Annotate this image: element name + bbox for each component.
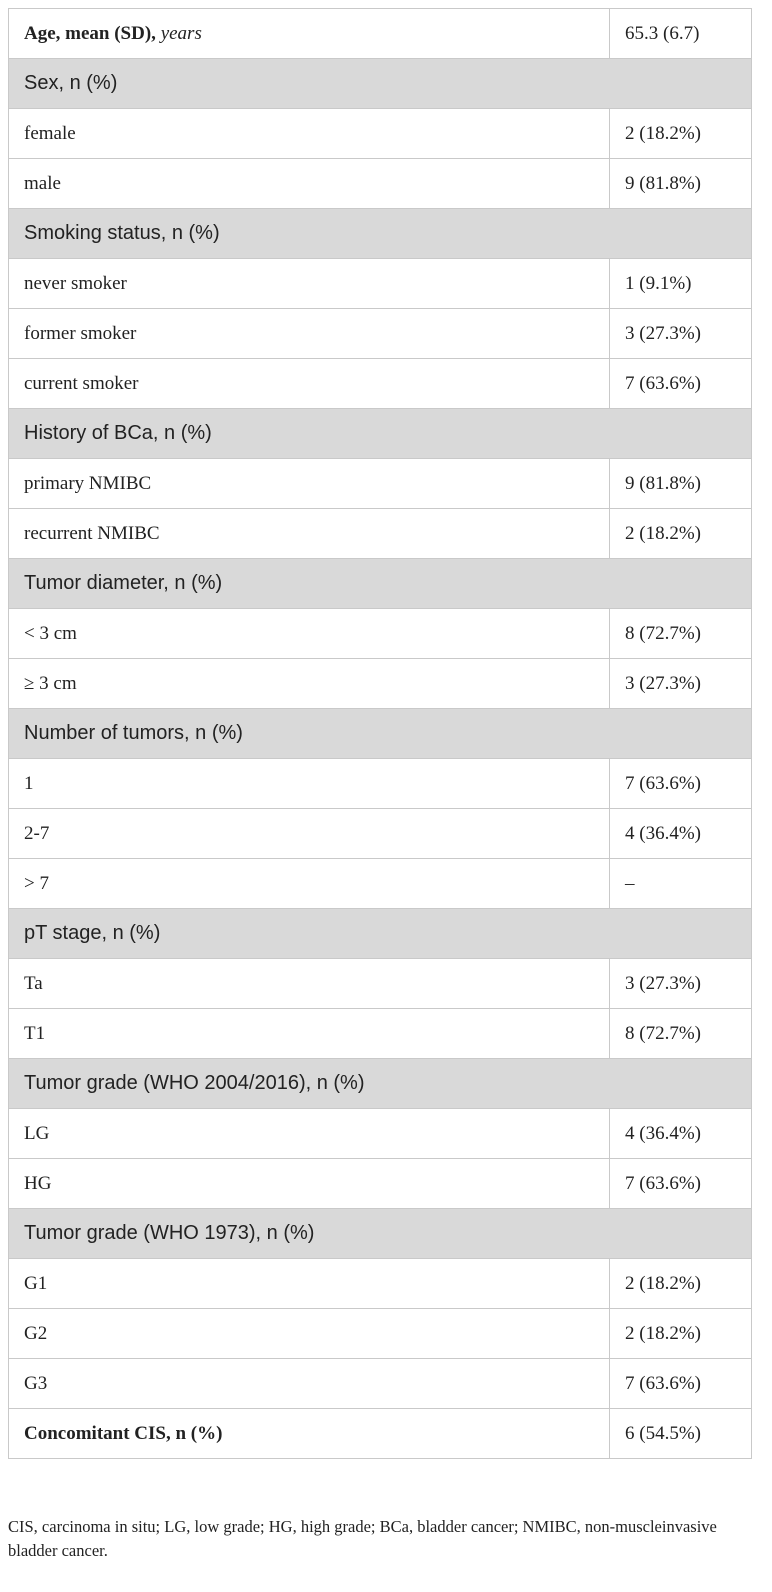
table-row <box>9 459 752 509</box>
row-value: 8 (72.7%) <box>610 609 752 659</box>
section-title: History of BCa, n (%) <box>9 409 752 459</box>
row-value: 8 (72.7%) <box>610 1009 752 1059</box>
row-label: recurrent NMIBC <box>9 509 610 559</box>
table-row <box>9 609 752 659</box>
row-value: 1 (9.1%) <box>610 259 752 309</box>
table-row <box>9 859 752 909</box>
age-label: Age, mean (SD), <box>24 22 156 44</box>
section-title: pT stage, n (%) <box>9 909 752 959</box>
table-row <box>9 159 752 209</box>
table-row <box>9 1109 752 1159</box>
row-value: – <box>610 859 752 909</box>
table-row <box>9 1309 752 1359</box>
table-row <box>9 1009 752 1059</box>
row-value: 4 (36.4%) <box>610 1109 752 1159</box>
section-header-history <box>9 409 752 459</box>
row-label: HG <box>9 1159 610 1209</box>
row-value: 6 (54.5%) <box>610 1409 752 1459</box>
row-value: 3 (27.3%) <box>610 659 752 709</box>
row-label: > 7 <box>9 859 610 909</box>
section-title: Tumor grade (WHO 2004/2016), n (%) <box>9 1059 752 1109</box>
table-row <box>9 959 752 1009</box>
row-label: ≥ 3 cm <box>9 659 610 709</box>
table-row <box>9 1159 752 1209</box>
row-label: former smoker <box>9 309 610 359</box>
row-value: 9 (81.8%) <box>610 459 752 509</box>
table-row <box>9 1259 752 1309</box>
row-label: LG <box>9 1109 610 1159</box>
row-label: primary NMIBC <box>9 459 610 509</box>
row-value: 3 (27.3%) <box>610 959 752 1009</box>
section-header-grade-1973 <box>9 1209 752 1259</box>
section-header-sex <box>9 59 752 109</box>
section-title: Smoking status, n (%) <box>9 209 752 259</box>
table-row <box>9 109 752 159</box>
table-row <box>9 659 752 709</box>
table-row <box>9 1359 752 1409</box>
section-header-number <box>9 709 752 759</box>
row-label <box>9 9 610 59</box>
characteristics-table <box>8 8 752 1459</box>
row-value: 2 (18.2%) <box>610 109 752 159</box>
row-value: 2 (18.2%) <box>610 509 752 559</box>
section-title: Tumor grade (WHO 1973), n (%) <box>9 1209 752 1259</box>
row-value: 2 (18.2%) <box>610 1259 752 1309</box>
row-label: male <box>9 159 610 209</box>
section-title: Number of tumors, n (%) <box>9 709 752 759</box>
age-unit: years <box>160 22 202 44</box>
row-value: 7 (63.6%) <box>610 759 752 809</box>
section-header-pt-stage <box>9 909 752 959</box>
table-row <box>9 359 752 409</box>
row-value: 7 (63.6%) <box>610 359 752 409</box>
row-label: female <box>9 109 610 159</box>
table-row <box>9 259 752 309</box>
section-header-diameter <box>9 559 752 609</box>
table-row <box>9 309 752 359</box>
row-value: 65.3 (6.7) <box>610 9 752 59</box>
table-row <box>9 809 752 859</box>
row-label: G2 <box>9 1309 610 1359</box>
row-value: 7 (63.6%) <box>610 1359 752 1409</box>
row-label: < 3 cm <box>9 609 610 659</box>
section-title: Sex, n (%) <box>9 59 752 109</box>
row-value: 9 (81.8%) <box>610 159 752 209</box>
row-label: Ta <box>9 959 610 1009</box>
section-title: Tumor diameter, n (%) <box>9 559 752 609</box>
row-label: Concomitant CIS, n (%) <box>9 1409 610 1459</box>
table-row-age <box>9 9 752 59</box>
row-value: 2 (18.2%) <box>610 1309 752 1359</box>
row-value: 4 (36.4%) <box>610 809 752 859</box>
row-label: G3 <box>9 1359 610 1409</box>
row-value: 7 (63.6%) <box>610 1159 752 1209</box>
row-label: 1 <box>9 759 610 809</box>
table-row-cis <box>9 1409 752 1459</box>
section-header-smoking <box>9 209 752 259</box>
section-header-grade-2004 <box>9 1059 752 1109</box>
row-value: 3 (27.3%) <box>610 309 752 359</box>
row-label: current smoker <box>9 359 610 409</box>
row-label: G1 <box>9 1259 610 1309</box>
table-row <box>9 759 752 809</box>
row-label: 2-7 <box>9 809 610 859</box>
table-footnote: CIS, carcinoma in situ; LG, low grade; HG, high grade; BCa, bladder cancer; NMIBC, non-muscleinvasive bladder cancer. <box>8 1517 717 1560</box>
table-row <box>9 509 752 559</box>
row-label: T1 <box>9 1009 610 1059</box>
row-label: never smoker <box>9 259 610 309</box>
